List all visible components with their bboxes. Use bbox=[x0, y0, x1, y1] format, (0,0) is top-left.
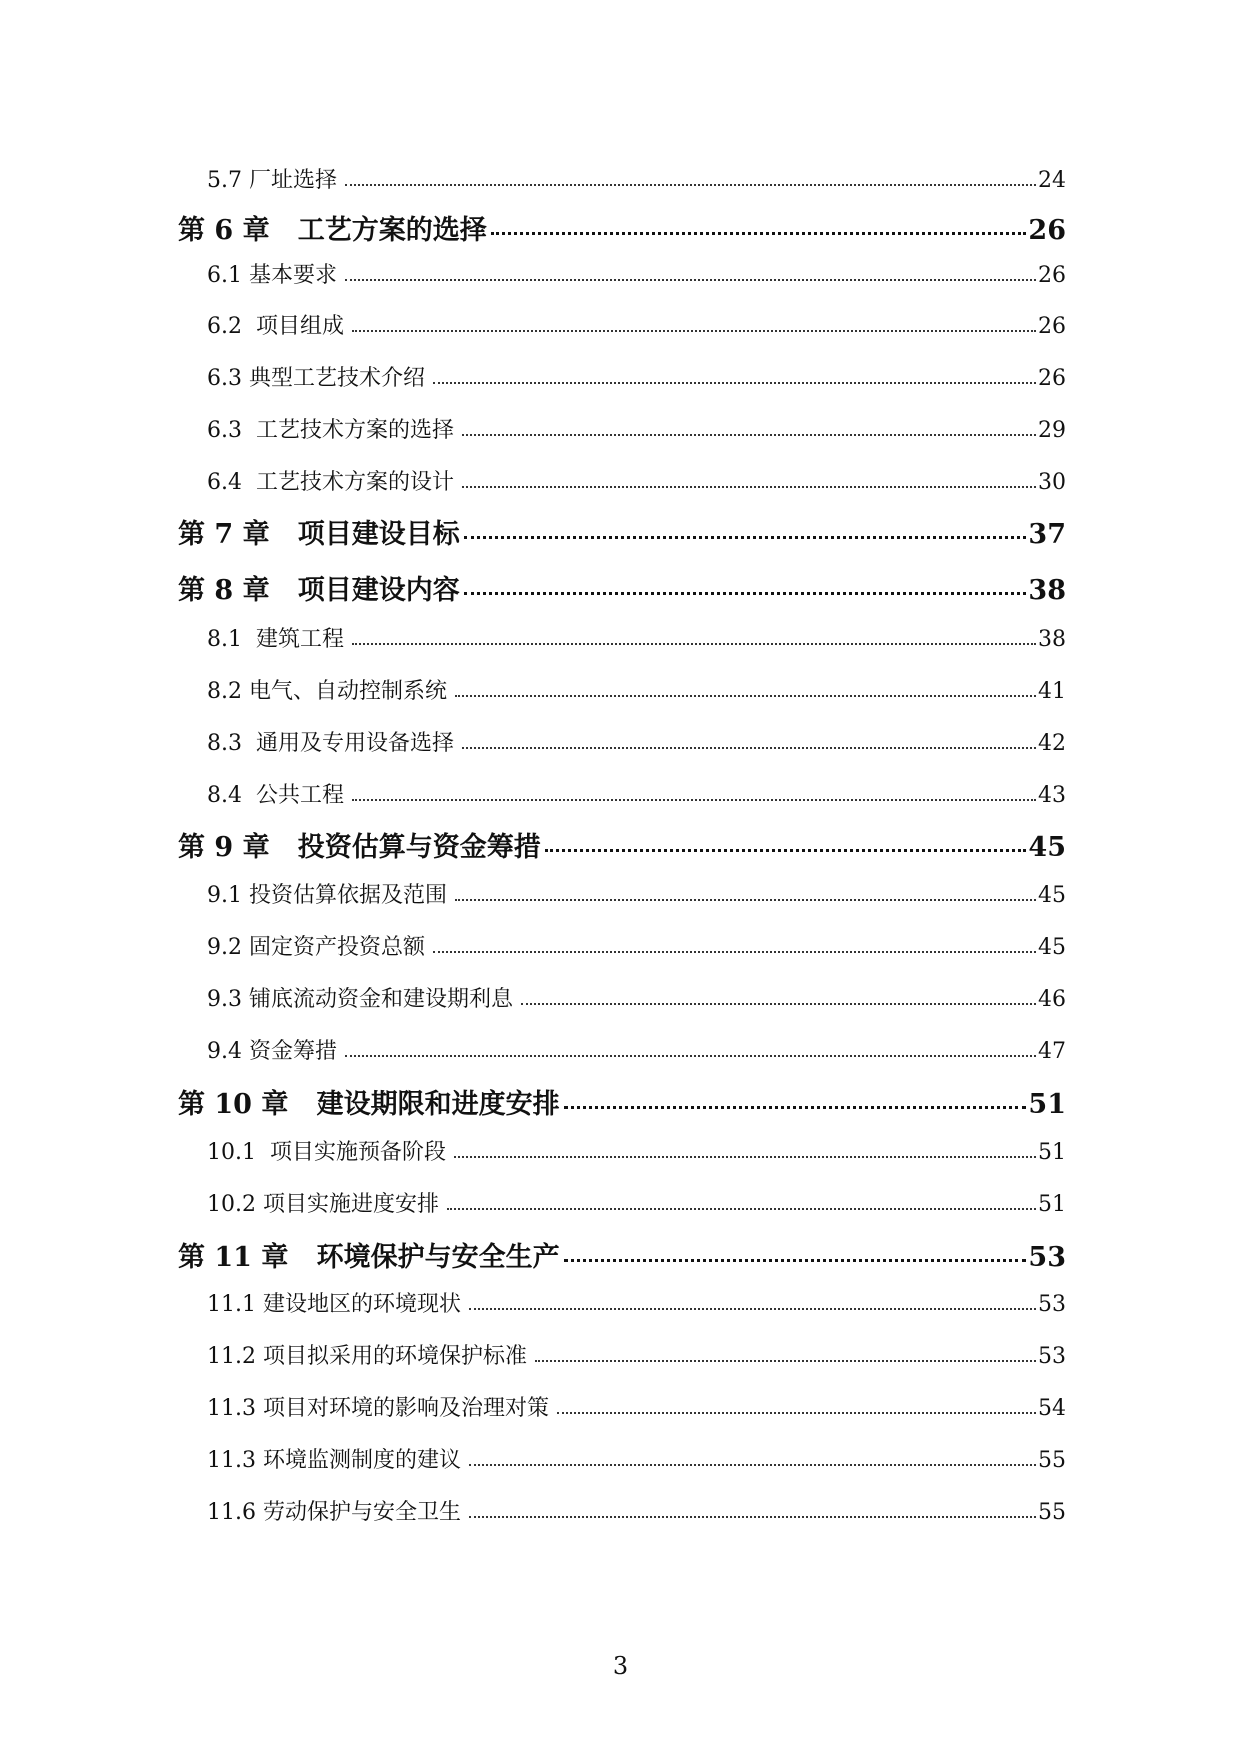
toc-entry[interactable] bbox=[207, 930, 1066, 960]
toc-entry-page: 41 bbox=[1038, 679, 1066, 704]
toc-entry-number: 6.1 bbox=[207, 263, 242, 288]
toc-leader-dots bbox=[545, 849, 1027, 852]
toc-entry-page: 45 bbox=[1038, 935, 1066, 960]
toc-chapter-title: 项目建设目标 bbox=[297, 519, 460, 550]
toc-entry-title: 基本要求 bbox=[249, 263, 338, 288]
toc-chapter-number: 第 8 章 bbox=[178, 575, 270, 606]
toc-entry[interactable] bbox=[207, 163, 1066, 193]
toc-entry-title: 项目对环境的影响及治理对策 bbox=[262, 1396, 549, 1421]
toc-entry-page: 24 bbox=[1038, 168, 1066, 193]
toc-entry[interactable] bbox=[207, 674, 1066, 704]
toc-entry-page: 53 bbox=[1038, 1292, 1066, 1317]
toc-chapter-number: 第 11 章 bbox=[178, 1242, 289, 1273]
toc-leader-dots bbox=[469, 1464, 1036, 1466]
toc-chapter[interactable] bbox=[178, 568, 1066, 604]
toc-entry-number: 9.3 bbox=[207, 987, 242, 1012]
toc-entry-page: 43 bbox=[1038, 783, 1066, 808]
toc-entry-title: 固定资产投资总额 bbox=[249, 935, 426, 960]
toc-entry-page: 54 bbox=[1038, 1396, 1066, 1421]
toc-entry-number: 11.2 bbox=[207, 1344, 256, 1369]
toc-chapter-title: 项目建设内容 bbox=[297, 575, 460, 606]
toc-leader-dots bbox=[462, 486, 1036, 488]
toc-chapter-page: 53 bbox=[1028, 1242, 1066, 1273]
toc-leader-dots bbox=[462, 747, 1036, 749]
toc-entry-page: 26 bbox=[1038, 366, 1066, 391]
toc-entry-number: 6.3 bbox=[207, 418, 242, 443]
toc-leader-dots bbox=[491, 232, 1027, 235]
toc-leader-dots bbox=[455, 695, 1036, 697]
toc-entry[interactable] bbox=[207, 878, 1066, 908]
toc-entry[interactable] bbox=[207, 622, 1066, 652]
toc-entry-title: 环境监测制度的建议 bbox=[262, 1448, 461, 1473]
toc-leader-dots bbox=[352, 643, 1036, 645]
toc-entry-page: 55 bbox=[1038, 1448, 1066, 1473]
toc-leader-dots bbox=[345, 279, 1036, 281]
toc-entry-title: 厂址选择 bbox=[249, 168, 338, 193]
toc-chapter[interactable] bbox=[178, 512, 1066, 548]
toc-entry-page: 42 bbox=[1038, 731, 1066, 756]
toc-chapter-page: 38 bbox=[1028, 575, 1066, 606]
toc-chapter-page: 45 bbox=[1028, 832, 1066, 863]
toc-entry[interactable] bbox=[207, 465, 1066, 495]
toc-entry-number: 8.3 bbox=[207, 731, 242, 756]
toc-entry[interactable] bbox=[207, 1495, 1066, 1525]
toc-entry-number: 11.6 bbox=[207, 1500, 256, 1525]
toc-leader-dots bbox=[564, 1259, 1027, 1262]
toc-entry-page: 38 bbox=[1038, 627, 1066, 652]
toc-entry-number: 5.7 bbox=[207, 168, 242, 193]
toc-entry[interactable] bbox=[207, 413, 1066, 443]
toc-chapter-number: 第 6 章 bbox=[178, 215, 270, 246]
toc-leader-dots bbox=[535, 1360, 1036, 1362]
toc-chapter-number: 第 7 章 bbox=[178, 519, 270, 550]
toc-entry-page: 29 bbox=[1038, 418, 1066, 443]
toc-entry-page: 46 bbox=[1038, 987, 1066, 1012]
toc-entry-number: 9.4 bbox=[207, 1039, 242, 1064]
toc-entry-title: 建筑工程 bbox=[256, 627, 345, 652]
toc-entry-title: 项目组成 bbox=[256, 314, 345, 339]
toc-chapter-page: 26 bbox=[1028, 215, 1066, 246]
toc-entry-number: 6.3 bbox=[207, 366, 242, 391]
toc-chapter-number: 第 9 章 bbox=[178, 832, 270, 863]
toc-entry[interactable] bbox=[207, 1187, 1066, 1217]
toc-leader-dots bbox=[352, 330, 1036, 332]
toc-entry-title: 劳动保护与安全卫生 bbox=[262, 1500, 461, 1525]
toc-leader-dots bbox=[469, 1308, 1036, 1310]
toc-entry-number: 10.1 bbox=[207, 1140, 256, 1165]
toc-chapter[interactable] bbox=[178, 1235, 1066, 1271]
toc-leader-dots bbox=[345, 1055, 1036, 1057]
toc-entry-title: 工艺技术方案的选择 bbox=[256, 418, 455, 443]
toc-entry-number: 11.3 bbox=[207, 1448, 256, 1473]
toc-chapter-title: 环境保护与安全生产 bbox=[316, 1242, 560, 1273]
toc-entry-title: 资金筹措 bbox=[249, 1039, 338, 1064]
toc-entry-number: 6.2 bbox=[207, 314, 242, 339]
toc-entry-page: 55 bbox=[1038, 1500, 1066, 1525]
toc-leader-dots bbox=[462, 434, 1036, 436]
toc-entry[interactable] bbox=[207, 1391, 1066, 1421]
toc-entry[interactable] bbox=[207, 778, 1066, 808]
toc-leader-dots bbox=[557, 1412, 1036, 1414]
toc-leader-dots bbox=[433, 382, 1036, 384]
toc-chapter-title: 投资估算与资金筹措 bbox=[297, 832, 541, 863]
toc-chapter-number: 第 10 章 bbox=[178, 1089, 289, 1120]
toc-entry[interactable] bbox=[207, 726, 1066, 756]
toc-entry[interactable] bbox=[207, 1034, 1066, 1064]
toc-entry-title: 公共工程 bbox=[256, 783, 345, 808]
toc-entry-page: 26 bbox=[1038, 314, 1066, 339]
toc-entry-number: 9.1 bbox=[207, 883, 242, 908]
toc-entry[interactable] bbox=[207, 1339, 1066, 1369]
page-number: 3 bbox=[612, 1652, 629, 1680]
toc-entry-number: 8.1 bbox=[207, 627, 242, 652]
toc-entry[interactable] bbox=[207, 982, 1066, 1012]
toc-entry-number: 10.2 bbox=[207, 1192, 256, 1217]
toc-leader-dots bbox=[521, 1003, 1036, 1005]
toc-chapter-title: 建设期限和进度安排 bbox=[316, 1089, 560, 1120]
toc-entry-number: 9.2 bbox=[207, 935, 242, 960]
toc-leader-dots bbox=[455, 899, 1036, 901]
toc-entry-number: 8.2 bbox=[207, 679, 242, 704]
toc-entry[interactable] bbox=[207, 1287, 1066, 1317]
toc-leader-dots bbox=[454, 1156, 1036, 1158]
toc-entry[interactable] bbox=[207, 309, 1066, 339]
toc-chapter[interactable] bbox=[178, 208, 1066, 244]
toc-entry-page: 26 bbox=[1038, 263, 1066, 288]
toc-chapter[interactable] bbox=[178, 1082, 1066, 1118]
toc-chapter[interactable] bbox=[178, 825, 1066, 861]
toc-entry-title: 铺底流动资金和建设期利息 bbox=[249, 987, 514, 1012]
toc-entry-title: 项目拟采用的环境保护标准 bbox=[262, 1344, 527, 1369]
toc-entry[interactable] bbox=[207, 258, 1066, 288]
toc-entry-title: 项目实施进度安排 bbox=[262, 1192, 439, 1217]
toc-entry-title: 典型工艺技术介绍 bbox=[249, 366, 426, 391]
toc-chapter-page: 51 bbox=[1028, 1089, 1066, 1120]
toc-entry-number: 8.4 bbox=[207, 783, 242, 808]
toc-entry[interactable] bbox=[207, 1443, 1066, 1473]
toc-chapter-page: 37 bbox=[1028, 519, 1066, 550]
toc-entry-title: 建设地区的环境现状 bbox=[262, 1292, 461, 1317]
toc-entry-page: 51 bbox=[1038, 1140, 1066, 1165]
toc-leader-dots bbox=[447, 1208, 1036, 1210]
toc-entry-page: 45 bbox=[1038, 883, 1066, 908]
toc-entry-number: 11.3 bbox=[207, 1396, 256, 1421]
toc-chapter-title: 工艺方案的选择 bbox=[297, 215, 487, 246]
toc-entry-title: 通用及专用设备选择 bbox=[256, 731, 455, 756]
toc-entry-page: 30 bbox=[1038, 470, 1066, 495]
toc-entry-page: 53 bbox=[1038, 1344, 1066, 1369]
toc-entry-number: 11.1 bbox=[207, 1292, 256, 1317]
toc-entry-page: 47 bbox=[1038, 1039, 1066, 1064]
toc-leader-dots bbox=[352, 799, 1036, 801]
toc-leader-dots bbox=[464, 592, 1027, 595]
toc-leader-dots bbox=[464, 536, 1027, 539]
toc-entry-title: 投资估算依据及范围 bbox=[249, 883, 448, 908]
toc-leader-dots bbox=[564, 1106, 1027, 1109]
toc-entry[interactable] bbox=[207, 1135, 1066, 1165]
toc-leader-dots bbox=[345, 184, 1036, 186]
toc-entry[interactable] bbox=[207, 361, 1066, 391]
toc-leader-dots bbox=[433, 951, 1036, 953]
toc-leader-dots bbox=[469, 1516, 1036, 1518]
toc-entry-title: 电气、自动控制系统 bbox=[249, 679, 448, 704]
toc-entry-page: 51 bbox=[1038, 1192, 1066, 1217]
toc-entry-title: 项目实施预备阶段 bbox=[269, 1140, 446, 1165]
toc-entry-title: 工艺技术方案的设计 bbox=[256, 470, 455, 495]
toc-entry-number: 6.4 bbox=[207, 470, 242, 495]
